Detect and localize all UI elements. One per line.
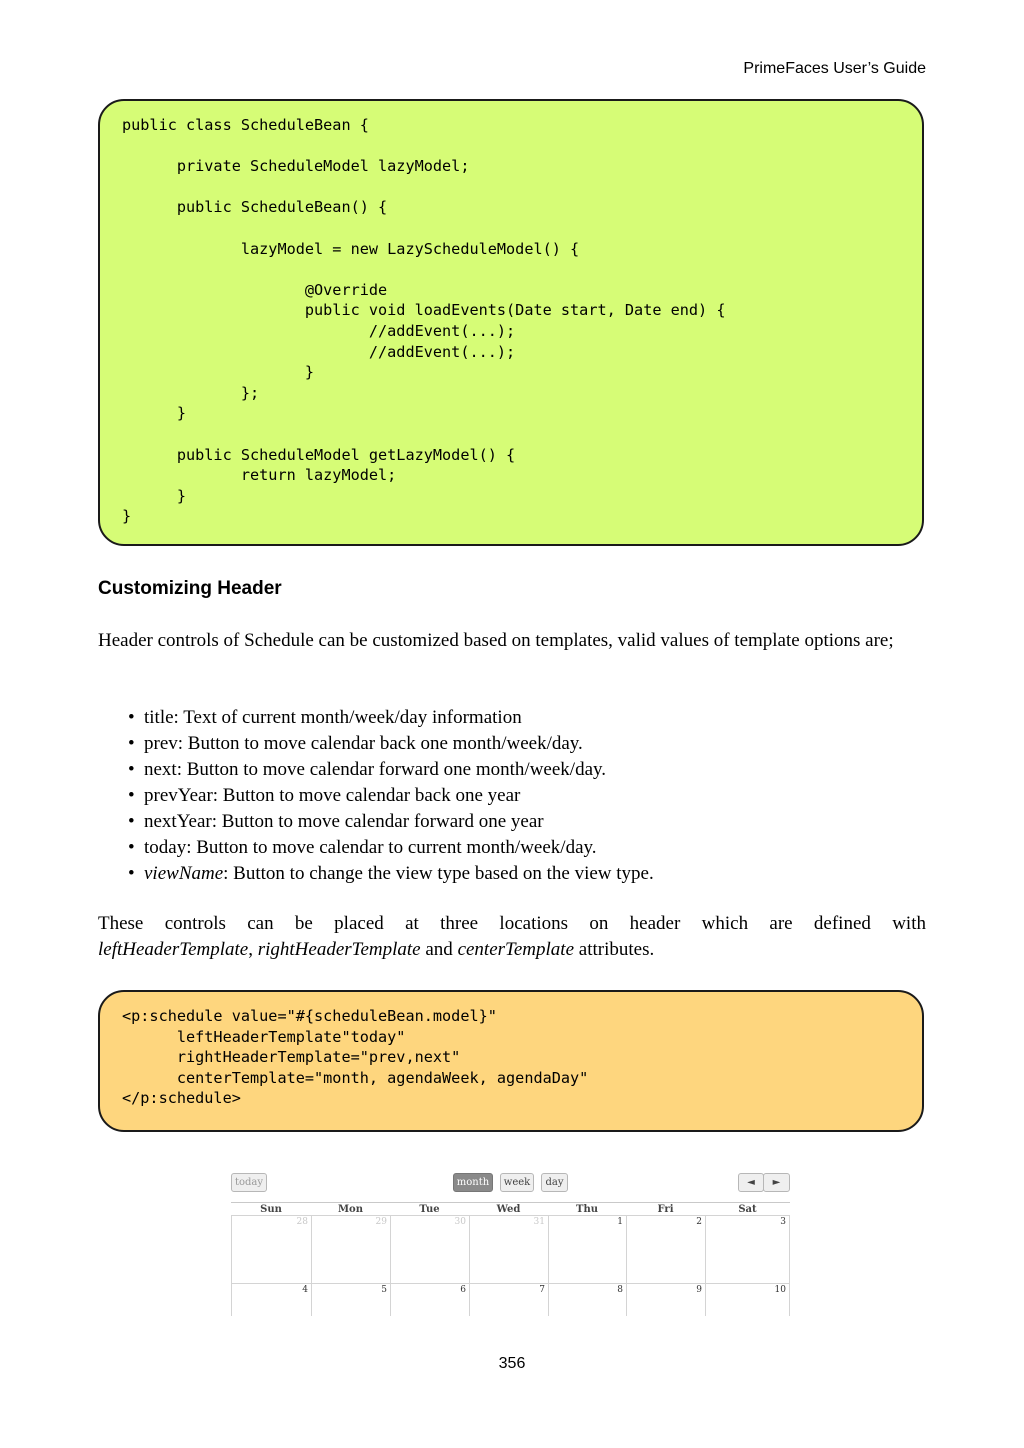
list-item: • today: Button to move calendar to current month/week/day. <box>128 835 654 861</box>
left-template-term: leftHeaderTemplate <box>98 939 249 960</box>
code-text: <p:schedule value="#{scheduleBean.model}" leftHeaderTemplate"today" rightHeaderTemplate="prev,next" centerTemplate="month, agendaWeek, agendaDay" </p:schedule> <box>122 1007 589 1108</box>
center-template-term: centerTemplate <box>457 939 575 960</box>
day-number: 2 <box>696 1217 702 1227</box>
calendar-day-cell[interactable] <box>705 1215 790 1283</box>
view-name-term: viewName <box>144 863 224 884</box>
week-view-button[interactable]: week <box>500 1173 534 1192</box>
day-number: 8 <box>617 1285 623 1295</box>
list-item: • title: Text of current month/week/day information <box>128 705 654 731</box>
calendar-day-cell[interactable] <box>390 1283 469 1316</box>
day-number: 31 <box>533 1217 545 1227</box>
page-number: 356 <box>498 1355 526 1372</box>
list-item <box>128 861 654 887</box>
code-block-schedule-markup <box>98 990 924 1132</box>
separator: , <box>248 939 258 960</box>
code-text: public class ScheduleBean { private ScheduleModel lazyModel; public ScheduleBean() { lazyModel = new LazyScheduleModel() { @Override public void loadEvents(Date start, Date end) { //addEvent(...); //addEvent(...); } }; } public ScheduleModel getLazyModel() { return lazyModel; } } <box>122 116 726 526</box>
code-block-schedule-bean <box>98 99 924 546</box>
day-header: Tue <box>419 1204 440 1215</box>
day-header: Sat <box>738 1204 757 1215</box>
view-name-desc: : Button to change the view type based on the view type. <box>223 863 654 884</box>
section-title: Customizing Header <box>98 578 282 599</box>
list-item: • prevYear: Button to move calendar back one year <box>128 783 654 809</box>
calendar-day-cell[interactable] <box>231 1215 311 1283</box>
day-number: 28 <box>296 1217 308 1227</box>
list-item: • next: Button to move calendar forward one month/week/day. <box>128 757 654 783</box>
calendar-day-cell[interactable] <box>311 1283 390 1316</box>
today-button[interactable]: today <box>231 1173 267 1192</box>
placement-line1: These controls can be placed at three locations on header which are defined with <box>98 913 926 934</box>
day-number: 10 <box>774 1285 786 1295</box>
placement-paragraph <box>98 911 926 963</box>
list-item: • prev: Button to move calendar back one month/week/day. <box>128 731 654 757</box>
calendar-day-cell[interactable] <box>390 1215 469 1283</box>
day-number: 29 <box>375 1217 387 1227</box>
day-number: 30 <box>454 1217 466 1227</box>
template-options-list <box>128 705 654 887</box>
month-view-button[interactable]: month <box>453 1173 493 1192</box>
calendar-grid <box>231 1202 790 1295</box>
calendar-day-cell[interactable] <box>231 1283 311 1316</box>
end-text: attributes. <box>574 939 655 960</box>
and-text: and <box>420 939 458 960</box>
calendar-day-cell[interactable] <box>311 1215 390 1283</box>
prev-arrow-icon[interactable]: ◄ <box>738 1173 764 1192</box>
calendar-day-cell[interactable] <box>548 1283 626 1316</box>
day-number: 3 <box>780 1217 786 1227</box>
calendar-day-cell[interactable] <box>548 1215 626 1283</box>
day-number: 7 <box>539 1285 545 1295</box>
next-arrow-icon[interactable]: ► <box>763 1173 790 1192</box>
day-number: 1 <box>617 1217 623 1227</box>
day-view-button[interactable]: day <box>541 1173 568 1192</box>
day-header: Wed <box>496 1204 521 1215</box>
day-number: 4 <box>302 1285 308 1295</box>
day-header: Thu <box>576 1204 598 1215</box>
schedule-calendar-preview <box>231 1172 790 1316</box>
day-header: Sun <box>260 1204 282 1215</box>
calendar-day-cell[interactable] <box>626 1215 705 1283</box>
day-header: Mon <box>337 1204 363 1215</box>
calendar-day-cell[interactable] <box>469 1283 548 1316</box>
intro-paragraph: Header controls of Schedule can be customized based on templates, valid values of template options are; <box>98 630 894 651</box>
running-header: PrimeFaces User’s Guide <box>743 60 926 77</box>
day-number: 5 <box>381 1285 387 1295</box>
day-header: Fri <box>657 1204 674 1215</box>
calendar-day-cell[interactable] <box>705 1283 790 1316</box>
right-template-term: rightHeaderTemplate <box>257 939 421 960</box>
day-number: 9 <box>696 1285 702 1295</box>
list-item: • nextYear: Button to move calendar forward one year <box>128 809 654 835</box>
calendar-day-cell[interactable] <box>626 1283 705 1316</box>
day-number: 6 <box>460 1285 466 1295</box>
calendar-day-cell[interactable] <box>469 1215 548 1283</box>
